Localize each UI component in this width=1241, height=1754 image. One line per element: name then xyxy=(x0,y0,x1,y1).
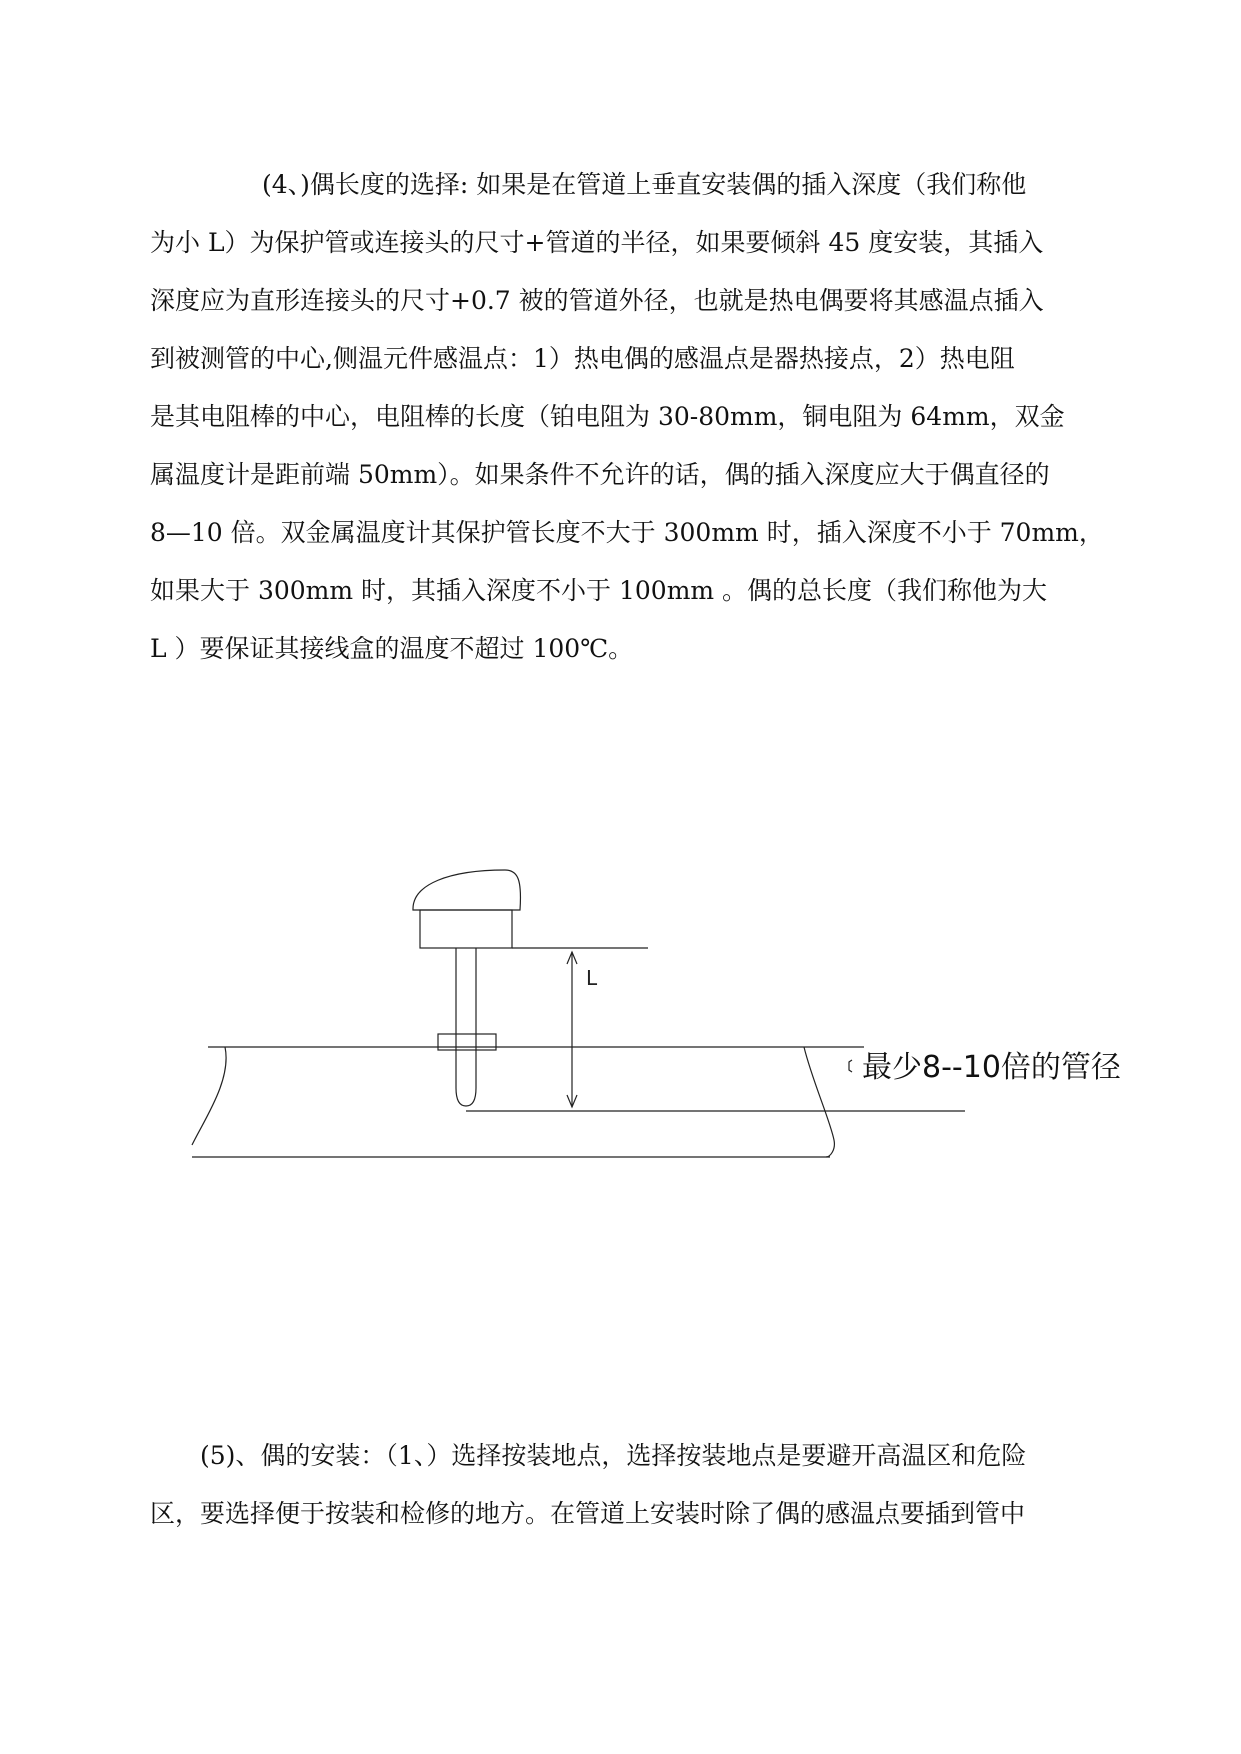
tube-tip xyxy=(456,1088,476,1106)
paragraph-line: 8—10 倍。双金属温度计其保护管长度不大于 300mm 时，插入深度不小于 70mm， xyxy=(150,518,1104,547)
paragraph-line: 为小 L）为保护管或连接头的尺寸+管道的半径，如果要倾斜 45 度安装，其插入 xyxy=(150,228,1044,257)
dimension-label: L xyxy=(586,966,598,990)
junction-box-body xyxy=(420,910,512,948)
pipe-left-break xyxy=(192,1047,226,1145)
paragraph-line: L ）要保证其接线盒的温度不超过 100℃。 xyxy=(150,634,634,663)
pipe-right-break xyxy=(804,1047,834,1157)
paragraph-line: 深度应为直形连接头的尺寸+0.7 被的管道外径，也就是热电偶要将其感温点插入 xyxy=(150,286,1044,315)
paragraph-4 xyxy=(150,156,1153,678)
paragraph-line: 到被测管的中心,侧温元件感温点：1）热电偶的感温点是器热接点，2）热电阻 xyxy=(150,344,1015,373)
annotation-bracket xyxy=(849,1060,852,1072)
paragraph-line: 是其电阻棒的中心，电阻棒的长度（铂电阻为 30-80mm，铜电阻为 64mm，双金 xyxy=(150,402,1065,431)
junction-box-cap xyxy=(413,870,521,910)
paragraph-line: 如果大于 300mm 时，其插入深度不小于 100mm 。偶的总长度（我们称他为大 xyxy=(150,576,1048,605)
paragraph-line: 属温度计是距前端 50mm）。如果条件不允许的话，偶的插入深度应大于偶直径的 xyxy=(150,460,1050,489)
figure-annotation: 最少8--10倍的管径 xyxy=(862,1050,1121,1085)
paragraph-5 xyxy=(150,1427,1153,1543)
installation-diagram xyxy=(0,840,1241,1170)
paragraph-line: (4、)偶长度的选择: 如果是在管道上垂直安装偶的插入深度（我们称他 xyxy=(262,170,1027,199)
paragraph-line: (5)、偶的安装：（1、）选择按装地点，选择按装地点是要避开高温区和危险 xyxy=(200,1441,1027,1470)
paragraph-line: 区，要选择便于按装和检修的地方。在管道上安装时除了偶的感温点要插到管中 xyxy=(150,1499,1026,1528)
